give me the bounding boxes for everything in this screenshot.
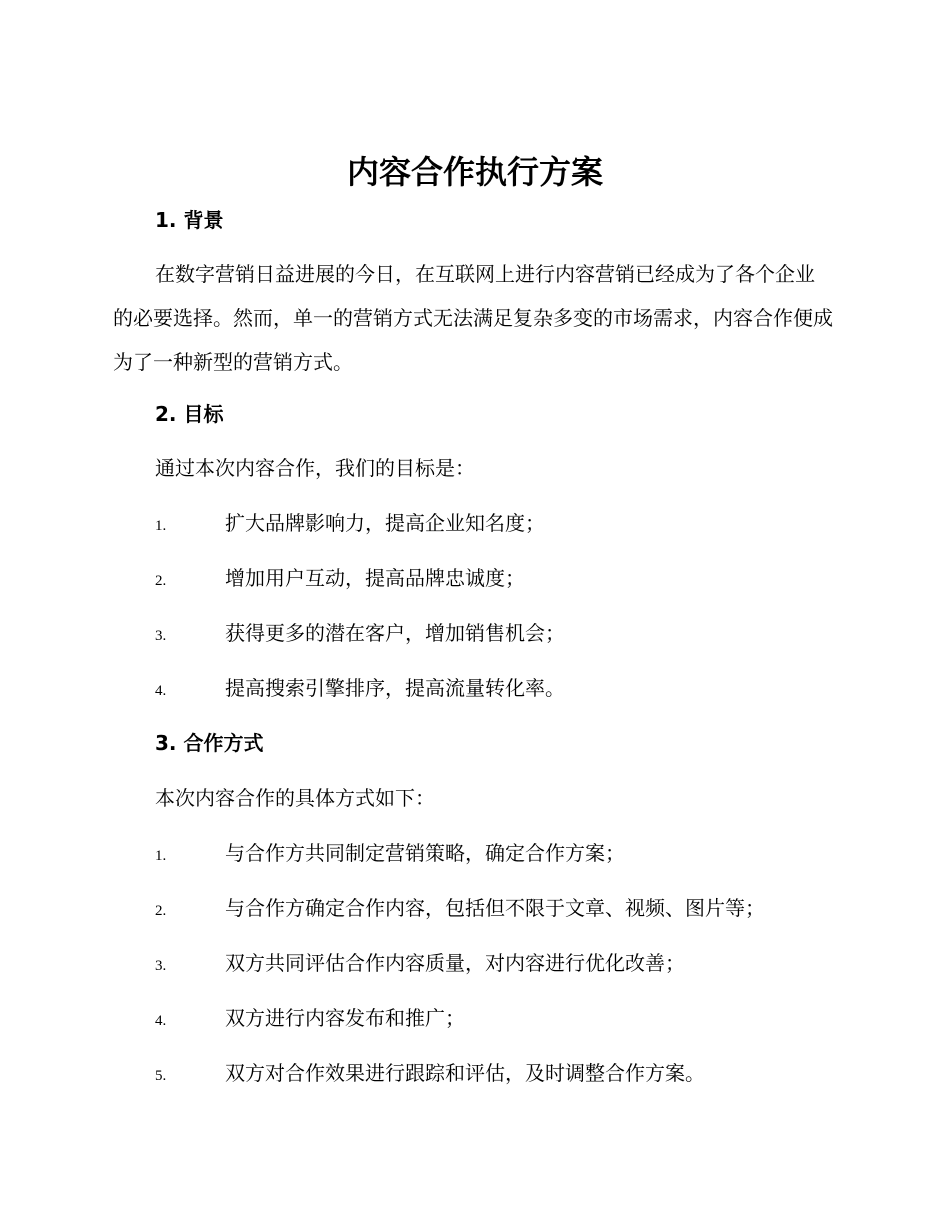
list-text: 获得更多的潜在客户，增加销售机会； [225, 621, 565, 645]
goals-intro: 通过本次内容合作，我们的目标是： [155, 456, 475, 480]
list-number: 1. [155, 518, 167, 534]
list-item [155, 508, 835, 541]
list-item [155, 1003, 835, 1036]
list-text: 双方对合作效果进行跟踪和评估，及时调整合作方案。 [225, 1061, 705, 1085]
document-title: 内容合作执行方案 [346, 153, 603, 191]
section-heading-background: 1. 背景 [155, 208, 224, 232]
list-item [155, 948, 835, 981]
list-text: 扩大品牌影响力，提高企业知名度； [225, 511, 545, 535]
background-paragraph: 在数字营销日益进展的今日，在互联网上进行内容营销已经成为了各个企业的必要选择。然而，单一的营销方式无法满足复杂多变的市场需求，内容合作便成为了一种新型的营销方式。 [113, 262, 833, 374]
list-text: 与合作方确定合作内容，包括但不限于文章、视频、图片等； [225, 896, 765, 920]
list-item [155, 563, 835, 596]
cooperation-intro: 本次内容合作的具体方式如下： [155, 786, 435, 810]
section-heading-goals: 2. 目标 [155, 402, 224, 426]
list-item [155, 838, 835, 871]
list-number: 2. [155, 903, 167, 919]
list-number: 1. [155, 848, 167, 864]
list-number: 3. [155, 628, 167, 644]
list-text: 提高搜索引擎排序，提高流量转化率。 [225, 676, 565, 700]
list-text: 双方共同评估合作内容质量，对内容进行优化改善； [225, 951, 685, 975]
list-number: 4. [155, 683, 167, 699]
section-heading-cooperation: 3. 合作方式 [155, 731, 264, 755]
list-text: 双方进行内容发布和推广； [225, 1006, 465, 1030]
list-item [155, 893, 835, 926]
list-number: 3. [155, 958, 167, 974]
list-number: 4. [155, 1013, 167, 1029]
list-text: 与合作方共同制定营销策略，确定合作方案； [225, 841, 625, 865]
list-item [155, 1058, 835, 1091]
list-item [155, 618, 835, 651]
list-number: 5. [155, 1068, 167, 1084]
list-number: 2. [155, 573, 167, 589]
list-text: 增加用户互动，提高品牌忠诚度； [225, 566, 525, 590]
list-item [155, 673, 835, 706]
